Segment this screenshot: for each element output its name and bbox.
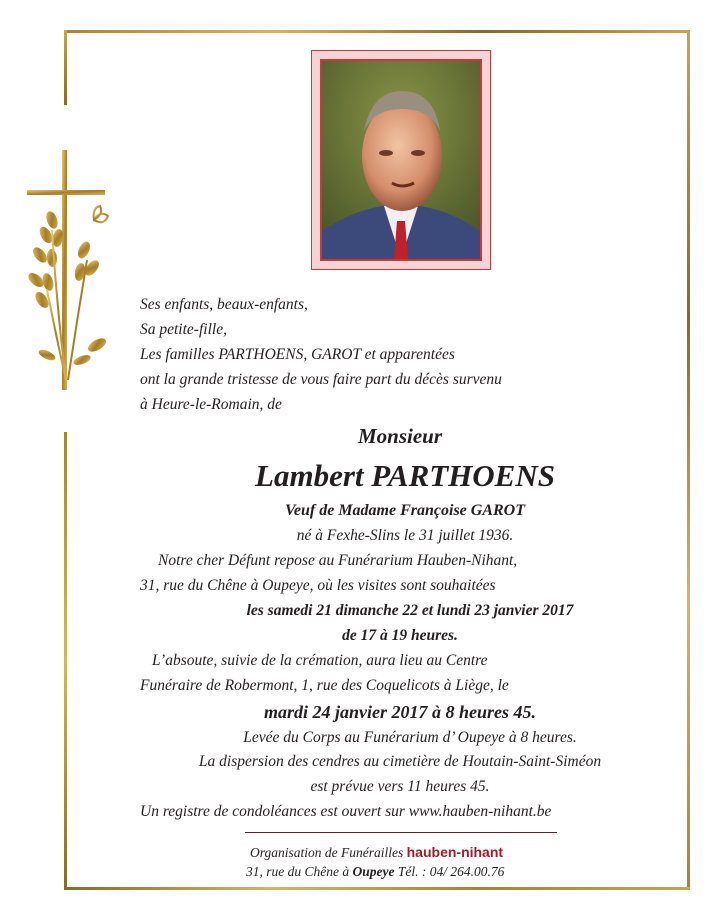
- frame-left-top: [64, 30, 67, 105]
- footer-address: [246, 864, 504, 880]
- brand-logo: hauben-nihant: [406, 844, 504, 860]
- footer-phone: Tél. : 04/ 264.00.76: [397, 864, 505, 879]
- visits-dates: les samedi 21 dimanche 22 et lundi 23 janvier 2017: [246, 602, 574, 619]
- dispersion-line-2: est prévue vers 11 heures 45.: [310, 778, 490, 795]
- registry-line: Un registre de condoléances est ouvert sur www.hauben-nihant.be: [140, 803, 552, 820]
- rest-line-1: Notre cher Défunt repose au Funérarium Hauben-Nihant,: [158, 552, 518, 569]
- spouse-line: Veuf de Madame Françoise GAROT: [285, 502, 525, 519]
- intro-line-2: Sa petite-fille,: [140, 321, 227, 338]
- ceremony-date: mardi 24 janvier 2017 à 8 heures 45.: [263, 702, 536, 722]
- portrait-frame: [311, 50, 491, 270]
- frame-bottom: [64, 887, 690, 890]
- cross-wheat-icon: [22, 150, 132, 390]
- intro-line-3: Les familles PARTHOENS, GAROT et apparentées: [140, 346, 455, 363]
- absoute-line-2: Funéraire de Robermont, 1, rue des Coquelicots à Liège, le: [140, 677, 509, 694]
- birth-line: né à Fexhe-Slins le 31 juillet 1936.: [296, 527, 514, 544]
- footer-addr-town: Oupeye: [352, 864, 395, 879]
- intro-line-4: ont la grande tristesse de vous faire part du décès survenu: [140, 371, 502, 388]
- footer-addr-prefix: 31, rue du Chêne à: [246, 864, 350, 879]
- frame-left-bottom: [64, 432, 67, 890]
- footer-org-label: Organisation de Funérailles: [250, 845, 404, 860]
- footer-org: [250, 844, 503, 861]
- frame-top: [64, 30, 690, 33]
- rest-line-2: 31, rue du Chêne à Oupeye, où les visites sont souhaitées: [140, 577, 496, 594]
- frame-right: [687, 30, 690, 890]
- deceased-name: Lambert PARTHOENS: [255, 458, 555, 493]
- levee-line: Levée du Corps au Funérarium d’ Oupeye à 8 heures.: [243, 729, 577, 746]
- dispersion-line-1: La dispersion des cendres au cimetière de Houtain-Saint-Siméon: [198, 753, 602, 770]
- intro-line-5: à Heure-le-Romain, de: [140, 396, 282, 413]
- visits-hours: de 17 à 19 heures.: [342, 627, 458, 644]
- deceased-title: Monsieur: [357, 424, 443, 448]
- footer-divider: [245, 832, 557, 833]
- absoute-line-1: L’absoute, suivie de la crémation, aura lieu au Centre: [152, 652, 488, 669]
- portrait-photo: [320, 59, 482, 261]
- intro-line-1: Ses enfants, beaux-enfants,: [140, 296, 308, 313]
- portrait-image: [322, 61, 480, 259]
